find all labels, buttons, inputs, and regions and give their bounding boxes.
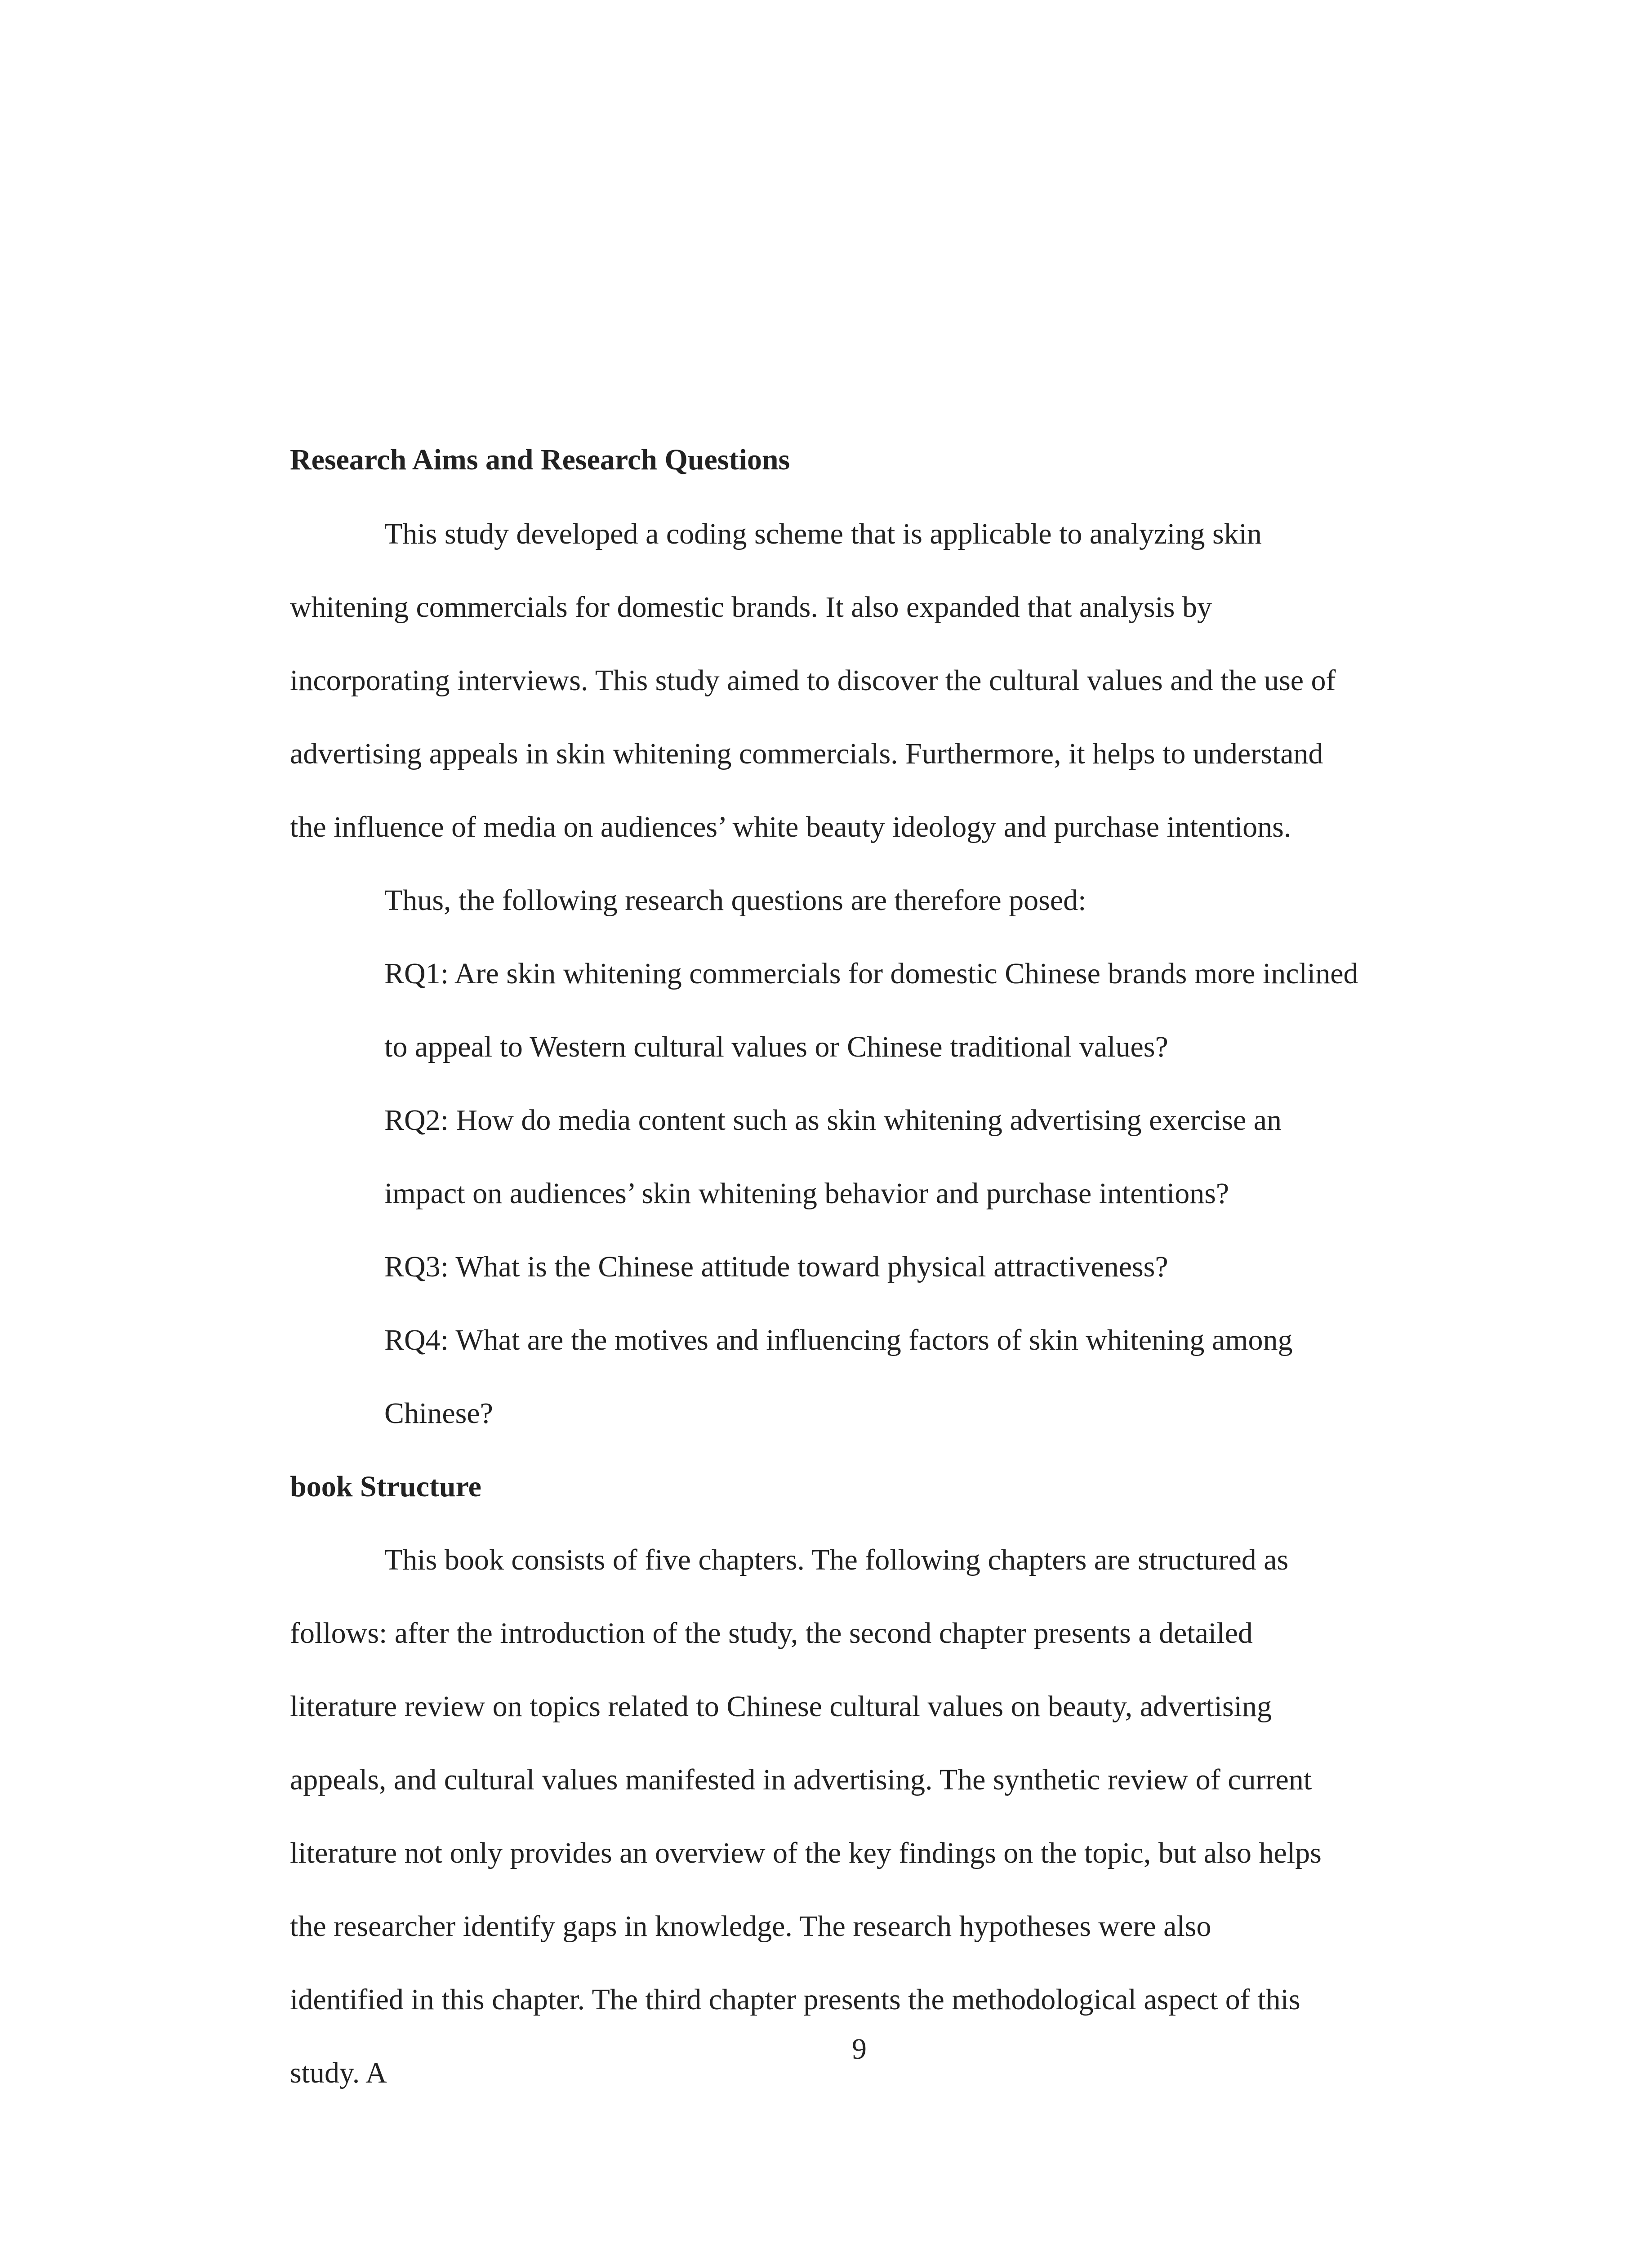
section-heading-research-aims: Research Aims and Research Questions — [290, 443, 790, 476]
research-question-rq4-cont: Chinese? — [384, 1397, 493, 1430]
research-question-rq2-cont: impact on audiences’ skin whitening behavior and purchase intentions? — [384, 1177, 1229, 1210]
body-line: literature not only provides an overview of the key findings on the topic, but also helps — [290, 1837, 1322, 1869]
body-line: identified in this chapter. The third chapter presents the methodological aspect of this — [290, 1983, 1300, 2016]
research-question-rq3: RQ3: What is the Chinese attitude toward physical attractiveness? — [384, 1250, 1168, 1283]
research-question-rq1: RQ1: Are skin whitening commercials for domestic Chinese brands more inclined — [384, 957, 1358, 990]
body-line: This study developed a coding scheme that is applicable to analyzing skin — [384, 517, 1262, 550]
body-line: the influence of media on audiences’ white beauty ideology and purchase intentions. — [290, 811, 1291, 843]
body-line: study. A — [290, 2056, 387, 2089]
body-line: whitening commercials for domestic brands. It also expanded that analysis by — [290, 591, 1212, 624]
body-line: Thus, the following research questions are therefore posed: — [384, 884, 1086, 917]
body-line: appeals, and cultural values manifested in advertising. The synthetic review of current — [290, 1763, 1312, 1796]
research-question-rq1-cont: to appeal to Western cultural values or Chinese traditional values? — [384, 1030, 1168, 1063]
body-line: follows: after the introduction of the study, the second chapter presents a detailed — [290, 1617, 1253, 1650]
section-heading-book-structure: book Structure — [290, 1470, 481, 1503]
body-line: literature review on topics related to Chinese cultural values on beauty, advertising — [290, 1690, 1272, 1723]
body-line: incorporating interviews. This study aimed to discover the cultural values and the use of — [290, 664, 1336, 697]
body-line: the researcher identify gaps in knowledge. The research hypotheses were also — [290, 1910, 1211, 1943]
body-line: advertising appeals in skin whitening commercials. Furthermore, it helps to understand — [290, 737, 1323, 770]
page-number: 9 — [852, 2033, 867, 2065]
body-line: This book consists of five chapters. The following chapters are structured as — [384, 1543, 1289, 1576]
research-question-rq2: RQ2: How do media content such as skin whitening advertising exercise an — [384, 1104, 1282, 1137]
research-question-rq4: RQ4: What are the motives and influencing factors of skin whitening among — [384, 1324, 1293, 1356]
